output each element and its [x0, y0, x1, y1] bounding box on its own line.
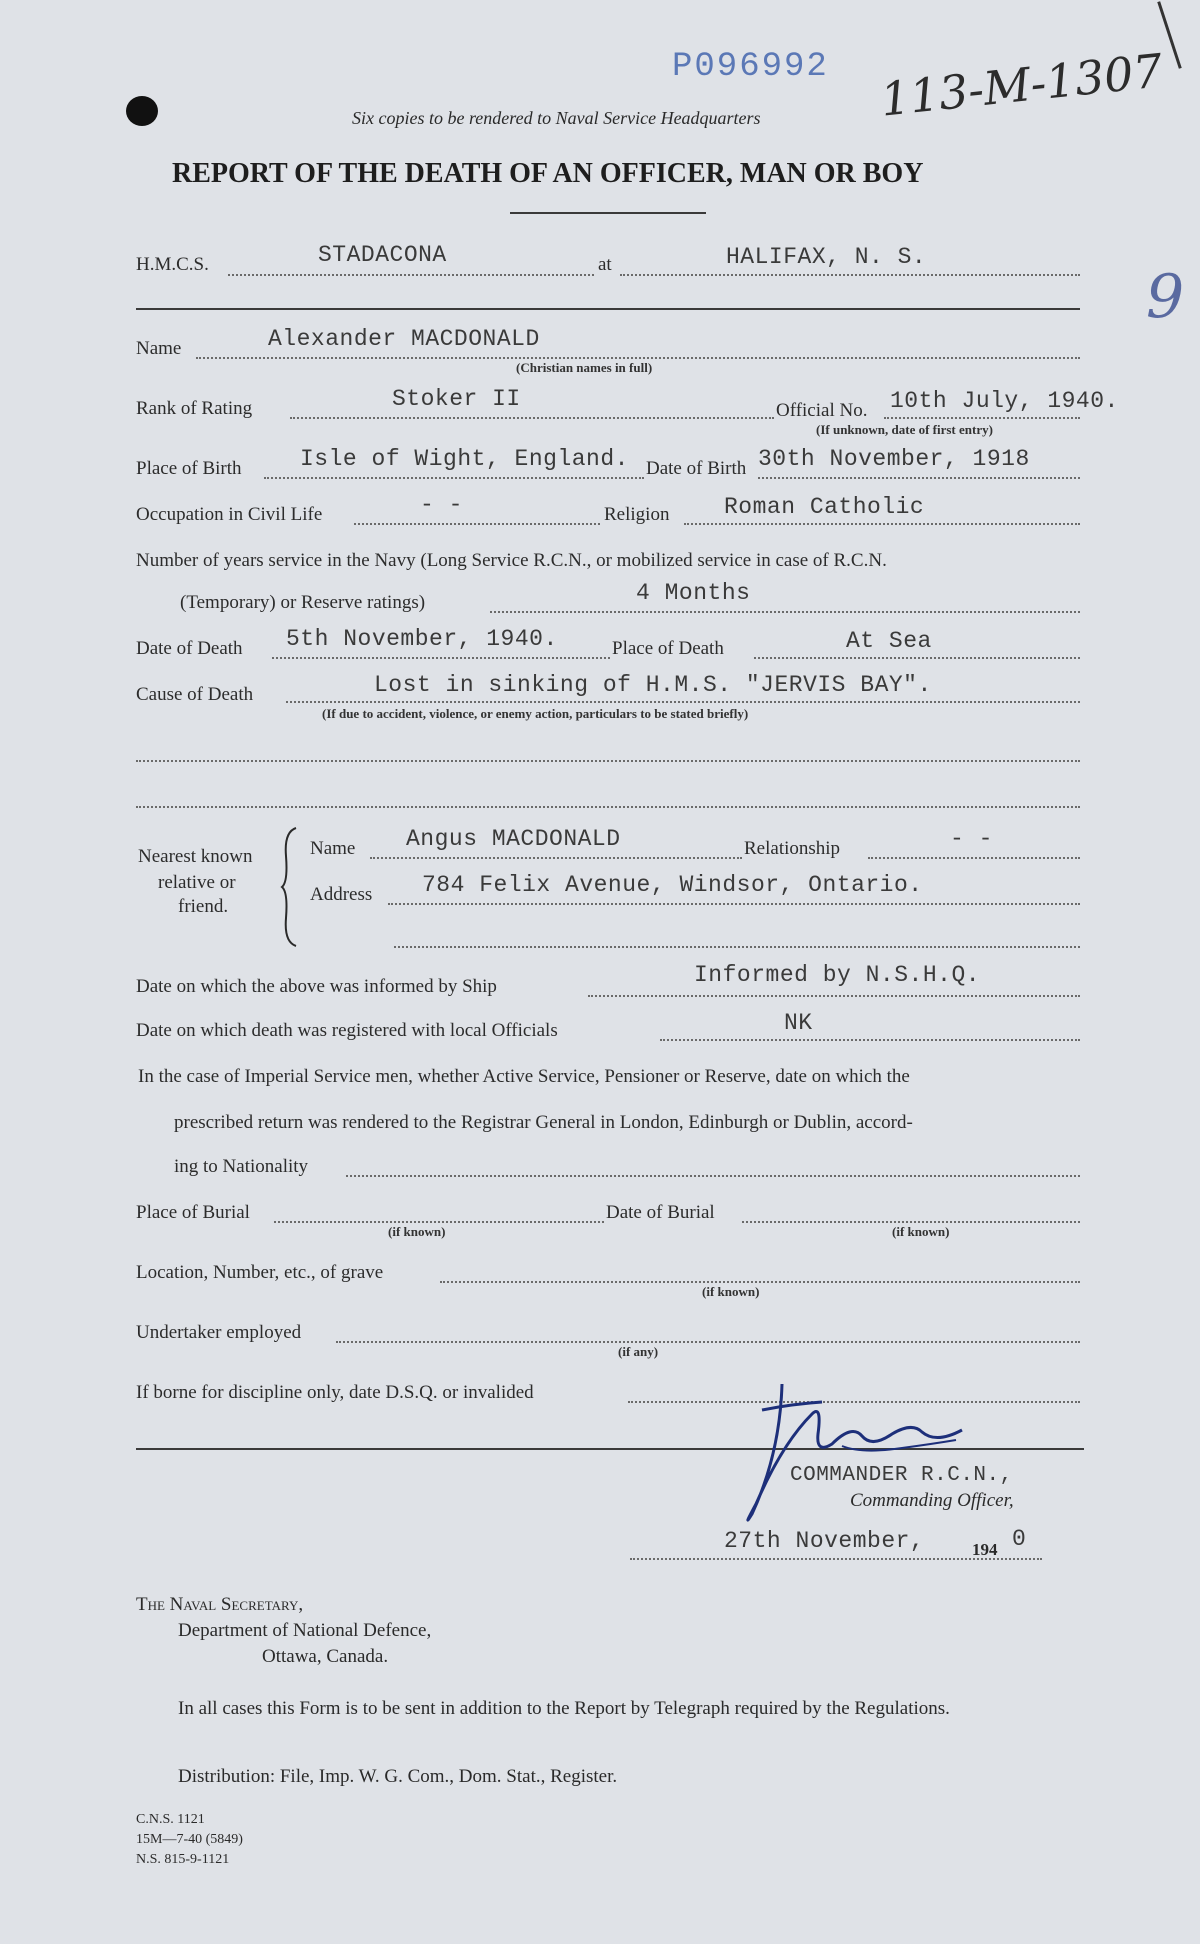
service-value: 4 Months: [636, 580, 751, 606]
relative-label-3: friend.: [178, 896, 229, 917]
naval-secretary: The Naval Secretary,: [136, 1594, 304, 1615]
rank-value: Stoker II: [392, 386, 521, 412]
ship-label: H.M.C.S.: [136, 254, 209, 275]
registered-dots: [660, 1039, 1080, 1041]
burial-date-label: Date of Burial: [606, 1202, 715, 1223]
service-dots: [490, 611, 1080, 613]
cause-label: Cause of Death: [136, 684, 254, 705]
relative-name-dots: [370, 857, 742, 859]
relative-name-value: Angus MACDONALD: [406, 826, 621, 852]
nationality-dots: [346, 1175, 1080, 1177]
death-date-value: 5th November, 1940.: [286, 626, 558, 652]
undertaker-note: (if any): [618, 1344, 659, 1359]
death-date-label: Date of Death: [136, 638, 243, 659]
relative-label-1: Nearest known: [138, 846, 253, 867]
rank-label: Rank of Rating: [136, 398, 253, 419]
undertaker-label: Undertaker employed: [136, 1322, 302, 1343]
archive-stamp: P096992: [672, 48, 829, 86]
grave-note: (if known): [702, 1284, 760, 1299]
page-title: REPORT OF THE DEATH OF AN OFFICER, MAN OR BOY: [172, 158, 924, 189]
copies-note: Six copies to be rendered to Naval Service Headquarters: [352, 108, 761, 128]
title-underline: [510, 212, 706, 214]
service-label-1: Number of years service in the Navy (Long Service R.C.N., or mobilized service in case of R.C.N.: [136, 550, 887, 571]
imperial-text-1: In the case of Imperial Service men, whether Active Service, Pensioner or Reserve, date on which the: [138, 1066, 910, 1087]
ship-divider: [136, 308, 1080, 310]
death-date-dots: [272, 657, 610, 659]
date-signed-year-prefix: 194: [972, 1540, 998, 1559]
ship-dots: [228, 274, 594, 276]
relationship-label: Relationship: [744, 838, 841, 859]
relationship-dots: [868, 857, 1080, 859]
discipline-label: If borne for discipline only, date D.S.Q. or invalided: [136, 1382, 534, 1403]
religion-dots: [684, 523, 1080, 525]
address-dots-2: [394, 946, 1080, 948]
burial-place-dots: [274, 1221, 604, 1223]
relative-brace: [280, 826, 300, 948]
burial-date-dots: [742, 1221, 1080, 1223]
city: Ottawa, Canada.: [262, 1646, 389, 1667]
official-dots: [884, 417, 1080, 419]
relationship-value: - -: [950, 826, 993, 852]
handwritten-margin-mark: 9: [1146, 262, 1185, 332]
grave-dots: [440, 1281, 1080, 1283]
registered-label: Date on which death was registered with local Officials: [136, 1020, 558, 1041]
address-value: 784 Felix Avenue, Windsor, Ontario.: [422, 872, 923, 898]
location-value: HALIFAX, N. S.: [726, 244, 927, 270]
cause-extra-dots-1: [136, 760, 1080, 762]
burial-date-note: (if known): [892, 1224, 950, 1239]
ship-value: STADACONA: [318, 242, 447, 268]
name-label: Name: [136, 338, 182, 359]
form-code-1: C.N.S. 1121: [136, 1812, 205, 1827]
distribution-list: Distribution: File, Imp. W. G. Com., Dom. Stat., Register.: [178, 1766, 618, 1787]
birthplace-value: Isle of Wight, England.: [300, 446, 629, 472]
relative-name-label: Name: [310, 838, 356, 859]
instruction-note: In all cases this Form is to be sent in addition to the Report by Telegraph required by the Regulations.: [178, 1698, 950, 1719]
grave-label: Location, Number, etc., of grave: [136, 1262, 384, 1283]
form-code-3: N.S. 815-9-1121: [136, 1852, 230, 1867]
date-signed: 27th November,: [724, 1528, 925, 1554]
rank-dots: [290, 417, 774, 419]
cause-extra-dots-2: [136, 806, 1080, 808]
birthplace-dots: [264, 477, 644, 479]
punch-hole: [126, 96, 158, 126]
department: Department of National Defence,: [178, 1620, 432, 1641]
birthdate-dots: [758, 477, 1080, 479]
commander-rank: COMMANDER R.C.N.,: [790, 1464, 1013, 1487]
official-label: Official No.: [776, 400, 868, 421]
name-dots: [196, 357, 1080, 359]
cause-dots: [286, 701, 1080, 703]
relative-label-2: relative or: [158, 872, 236, 893]
registered-value: NK: [784, 1010, 813, 1036]
informed-dots: [588, 995, 1080, 997]
death-place-label: Place of Death: [612, 638, 724, 659]
official-note: (If unknown, date of first entry): [816, 422, 993, 437]
informed-label: Date on which the above was informed by Ship: [136, 976, 497, 997]
date-signed-year-suffix: 0: [1012, 1526, 1027, 1552]
occupation-dots: [354, 523, 600, 525]
occupation-value: - -: [420, 492, 463, 518]
name-note: (Christian names in full): [516, 360, 653, 375]
informed-value: Informed by N.S.H.Q.: [694, 962, 981, 988]
burial-place-note: (if known): [388, 1224, 446, 1239]
death-place-value: At Sea: [846, 628, 932, 654]
handwritten-file-ref: 113-M-1307: [877, 43, 1166, 127]
birthplace-label: Place of Birth: [136, 458, 242, 479]
at-label: at: [598, 254, 612, 275]
imperial-text-3: ing to Nationality: [174, 1156, 309, 1177]
death-place-dots: [754, 657, 1080, 659]
official-value: 10th July, 1940.: [890, 388, 1119, 414]
religion-value: Roman Catholic: [724, 494, 925, 520]
cause-note: (If due to accident, violence, or enemy action, particulars to be stated briefly): [322, 706, 749, 721]
occupation-label: Occupation in Civil Life: [136, 504, 323, 525]
address-dots: [388, 903, 1080, 905]
cause-value: Lost in sinking of H.M.S. "JERVIS BAY".: [374, 672, 932, 698]
burial-place-label: Place of Burial: [136, 1202, 250, 1223]
undertaker-dots: [336, 1341, 1080, 1343]
birthdate-label: Date of Birth: [646, 458, 747, 479]
form-code-2: 15M—7-40 (5849): [136, 1832, 243, 1847]
service-label-2: (Temporary) or Reserve ratings): [180, 592, 426, 613]
imperial-text-2: prescribed return was rendered to the Registrar General in London, Edinburgh or Dublin, accord-: [174, 1112, 913, 1133]
religion-label: Religion: [604, 504, 670, 525]
location-dots: [620, 274, 1080, 276]
birthdate-value: 30th November, 1918: [758, 446, 1030, 472]
address-label: Address: [310, 884, 373, 905]
name-value: Alexander MACDONALD: [268, 326, 540, 352]
commanding-officer-label: Commanding Officer,: [850, 1490, 1014, 1511]
